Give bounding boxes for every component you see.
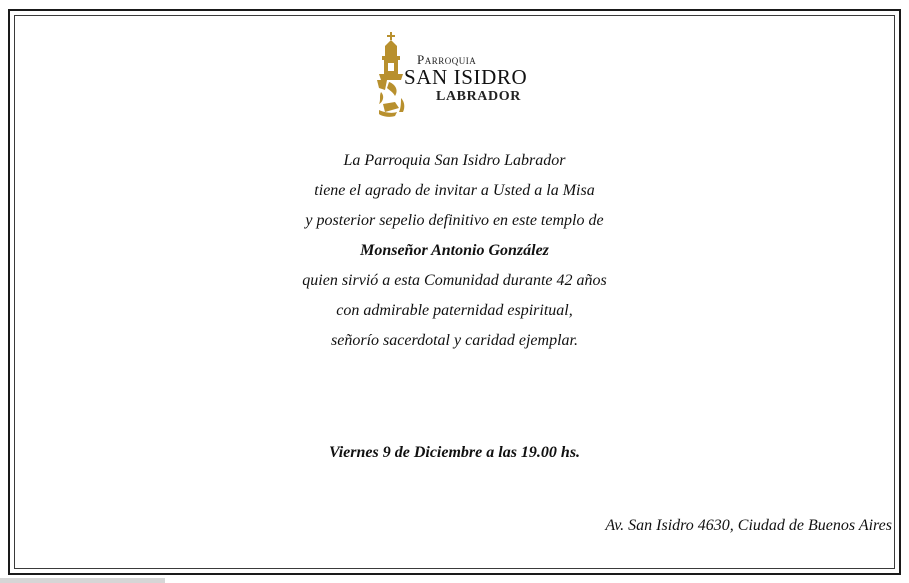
- logo-word-san-isidro: SAN ISIDRO: [404, 65, 528, 89]
- invitation-line: tiene el agrado de invitar a Usted a la Misa: [314, 182, 595, 199]
- event-date-time: Viernes 9 de Diciembre a las 19.00 hs.: [328, 444, 581, 461]
- bottom-shadow: [0, 578, 165, 583]
- parish-address: Av. San Isidro 4630, Ciudad de Buenos Aires: [605, 517, 892, 534]
- parish-logo: [373, 32, 543, 118]
- honoree-name: Monseñor Antonio González: [360, 242, 549, 259]
- logo-word-parroquia: Parroquia: [417, 52, 477, 67]
- invitation-line: La Parroquia San Isidro Labrador: [343, 152, 566, 169]
- invitation-line: quien sirvió a esta Comunidad durante 42 años: [302, 272, 607, 289]
- invitation-text: [0, 146, 909, 356]
- invitation-line: y posterior sepelio definitivo en este templo de: [305, 212, 604, 229]
- invitation-line: señorío sacerdotal y caridad ejemplar.: [331, 332, 578, 349]
- logo-word-labrador: LABRADOR: [436, 89, 521, 104]
- invitation-line: con admirable paternidad espiritual,: [336, 302, 573, 319]
